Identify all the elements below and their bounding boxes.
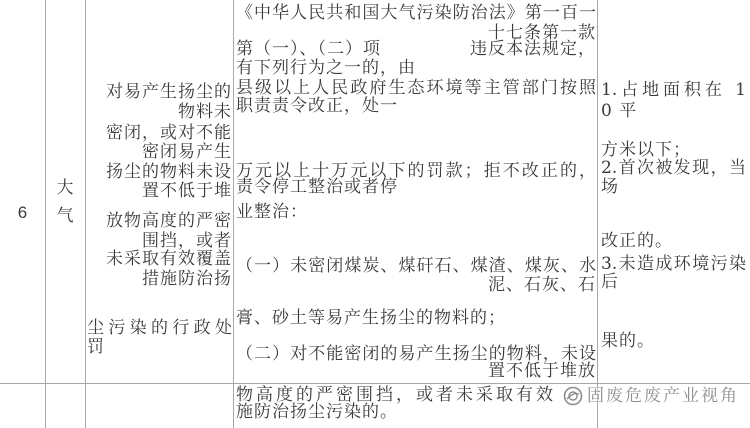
exemption-condition-line: 后 bbox=[601, 272, 619, 292]
watermark-text: 固废危废产业视角 bbox=[587, 386, 739, 406]
legal-basis-line: 万元以上十万元以下的罚款；拒不改正的， bbox=[236, 161, 596, 181]
column-divider bbox=[85, 0, 86, 428]
exemption-condition-line: 果的。 bbox=[601, 331, 655, 351]
account-logo-icon bbox=[563, 386, 583, 406]
violation-text-line: 罚 bbox=[87, 337, 105, 357]
row-divider bbox=[0, 383, 750, 384]
violation-text-line: 密闭，或对不能 bbox=[106, 123, 232, 143]
exemption-condition-line: 方米以下； bbox=[601, 140, 691, 160]
row-number: 6 bbox=[17, 203, 28, 222]
column-divider bbox=[597, 0, 598, 428]
legal-basis-line: 物高度的严密围挡，或者未采取有效 bbox=[236, 385, 556, 405]
legal-basis-segment: 第（一）、（二）项 bbox=[236, 39, 381, 59]
violation-text-line: 对易产生扬尘的 bbox=[106, 82, 232, 102]
legal-basis-line: 有下列行为之一的，由 bbox=[236, 58, 416, 78]
legal-basis-line: 膏、砂土等易产生扬尘的物料的； bbox=[236, 308, 506, 328]
legal-basis-line: （一）未密闭煤炭、煤矸石、煤渣、煤灰、水 bbox=[236, 256, 596, 276]
exemption-condition-line: 3.未造成环境污染 bbox=[601, 254, 746, 274]
violation-text-line: 措施防治扬 bbox=[142, 269, 232, 289]
violation-text-line: 置不低于堆 bbox=[142, 181, 232, 201]
legal-basis-line: 置不低于堆放 bbox=[488, 361, 596, 381]
legal-basis-line: 泥、石灰、石 bbox=[488, 275, 596, 295]
legal-basis-line: 职责责令改正，处一 bbox=[236, 96, 398, 116]
category-char: 大 bbox=[56, 178, 74, 198]
legal-basis-line: 《中华人民共和国大气污染防治法》第一百一 bbox=[236, 3, 596, 23]
legal-basis-line: （二）对不能密闭的易产生扬尘的物料，未设 bbox=[236, 344, 596, 364]
legal-basis-line: 业整治： bbox=[236, 202, 308, 222]
legal-basis-line bbox=[236, 39, 596, 59]
legal-basis-segment: 违反本法规定， bbox=[470, 39, 596, 59]
legal-basis-line: 责令停工整治或者停 bbox=[236, 177, 398, 197]
violation-text-line: 围挡，或者 bbox=[142, 231, 232, 251]
exemption-condition-line: 0 平 bbox=[601, 101, 638, 121]
exemption-condition-line: 1.占地面积在 1 bbox=[601, 80, 746, 100]
legal-basis-line: 十七条第一款 bbox=[488, 23, 596, 43]
legal-basis-line: 县级以上人民政府生态环境等主管部门按照 bbox=[236, 78, 596, 98]
violation-text-line: 扬尘的物料未设 bbox=[106, 162, 232, 182]
exemption-condition-line: 2.首次被发现，当 bbox=[601, 158, 746, 178]
exemption-condition-line: 场 bbox=[601, 177, 619, 197]
exemption-condition-line: 改正的。 bbox=[601, 231, 673, 251]
column-divider bbox=[233, 0, 234, 428]
violation-text-line: 密闭易产生 bbox=[142, 142, 232, 162]
category-char: 气 bbox=[56, 206, 74, 226]
legal-basis-line: 施防治扬尘污染的。 bbox=[236, 402, 398, 422]
violation-text-line: 尘污染的行政处 bbox=[87, 318, 232, 338]
violation-text-line: 未采取有效覆盖 bbox=[106, 249, 232, 269]
violation-text-line: 放物高度的严密 bbox=[106, 211, 232, 231]
watermark bbox=[563, 385, 739, 407]
violation-text-line: 物料未 bbox=[178, 102, 232, 122]
